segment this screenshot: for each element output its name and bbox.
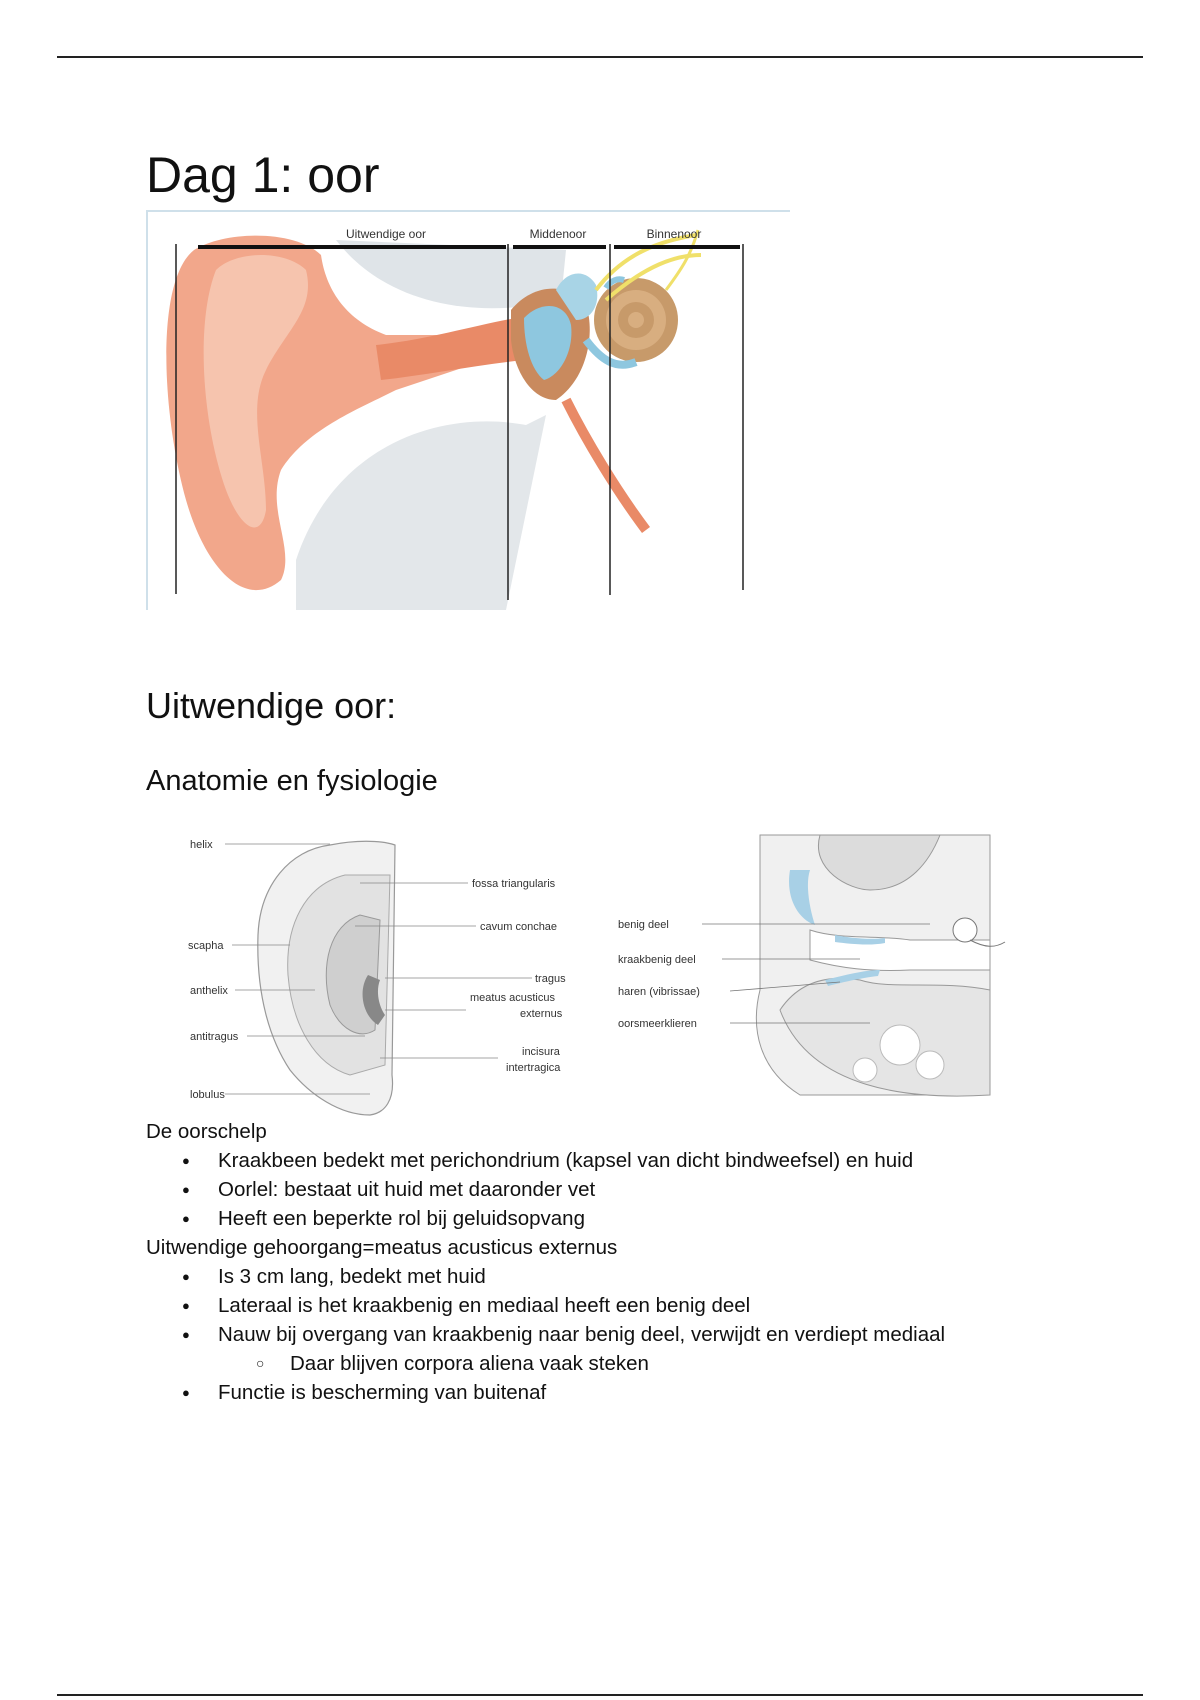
gehoorgang-heading: Uitwendige gehoorgang=meatus acusticus externus <box>146 1236 618 1259</box>
section-heading: Uitwendige oor: <box>146 685 397 726</box>
notes-body <box>146 1117 1146 1407</box>
label-externus: externus <box>520 1008 563 1020</box>
gehoorgang-list <box>146 1262 1146 1407</box>
label-tragus: tragus <box>535 973 566 985</box>
label-intertragica: intertragica <box>506 1062 561 1074</box>
label-meatus-acusticus: meatus acusticus <box>470 992 555 1004</box>
oorschelp-list <box>146 1146 1146 1233</box>
label-binnenoor: Binnenoor <box>646 227 702 241</box>
subsection-heading: Anatomie en fysiologie <box>146 765 438 797</box>
label-anthelix: anthelix <box>190 985 228 997</box>
label-uitwendige-oor: Uitwendige oor <box>345 227 427 241</box>
label-kraakbenig-deel: kraakbenig deel <box>618 954 696 966</box>
auricle-diagram <box>180 825 580 1125</box>
label-haren-vibrissae: haren (vibrissae) <box>618 986 700 998</box>
ear-canal-section-diagram <box>610 830 1010 1100</box>
ear-anatomy-figure <box>146 210 790 610</box>
oorschelp-heading: De oorschelp <box>146 1120 267 1143</box>
bottom-rule <box>57 1694 1143 1696</box>
list-item: ● Heeft een beperkte rol bij geluidsopvang <box>146 1204 1146 1233</box>
sub-list-item: ○ Daar blijven corpora aliena vaak steken <box>146 1349 1146 1378</box>
top-rule <box>57 56 1143 58</box>
label-antitragus: antitragus <box>190 1031 239 1043</box>
list-item: ● Functie is bescherming van buitenaf <box>146 1378 1146 1407</box>
label-scapha: scapha <box>188 940 224 952</box>
label-fossa-triangularis: fossa triangularis <box>472 878 556 890</box>
label-benig-deel: benig deel <box>618 919 669 931</box>
label-incisura: incisura <box>522 1046 560 1058</box>
label-oorsmeerklieren: oorsmeerklieren <box>618 1018 697 1030</box>
list-item: ● Kraakbeen bedekt met perichondrium (kapsel van dicht bindweefsel) en huid <box>146 1146 1146 1175</box>
label-middenoor: Middenoor <box>529 227 587 241</box>
label-cavum-conchae: cavum conchae <box>480 921 558 933</box>
label-lobulus: lobulus <box>190 1089 225 1101</box>
list-item: ● Lateraal is het kraakbenig en mediaal heeft een benig deel <box>146 1291 1146 1320</box>
list-item: ● Oorlel: bestaat uit huid met daaronder vet <box>146 1175 1146 1204</box>
label-helix: helix <box>190 839 213 851</box>
page-title: Dag 1: oor <box>146 147 380 203</box>
list-item: ● Nauw bij overgang van kraakbenig naar benig deel, verwijdt en verdiept mediaal <box>146 1320 1146 1349</box>
list-item: ● Is 3 cm lang, bedekt met huid <box>146 1262 1146 1291</box>
